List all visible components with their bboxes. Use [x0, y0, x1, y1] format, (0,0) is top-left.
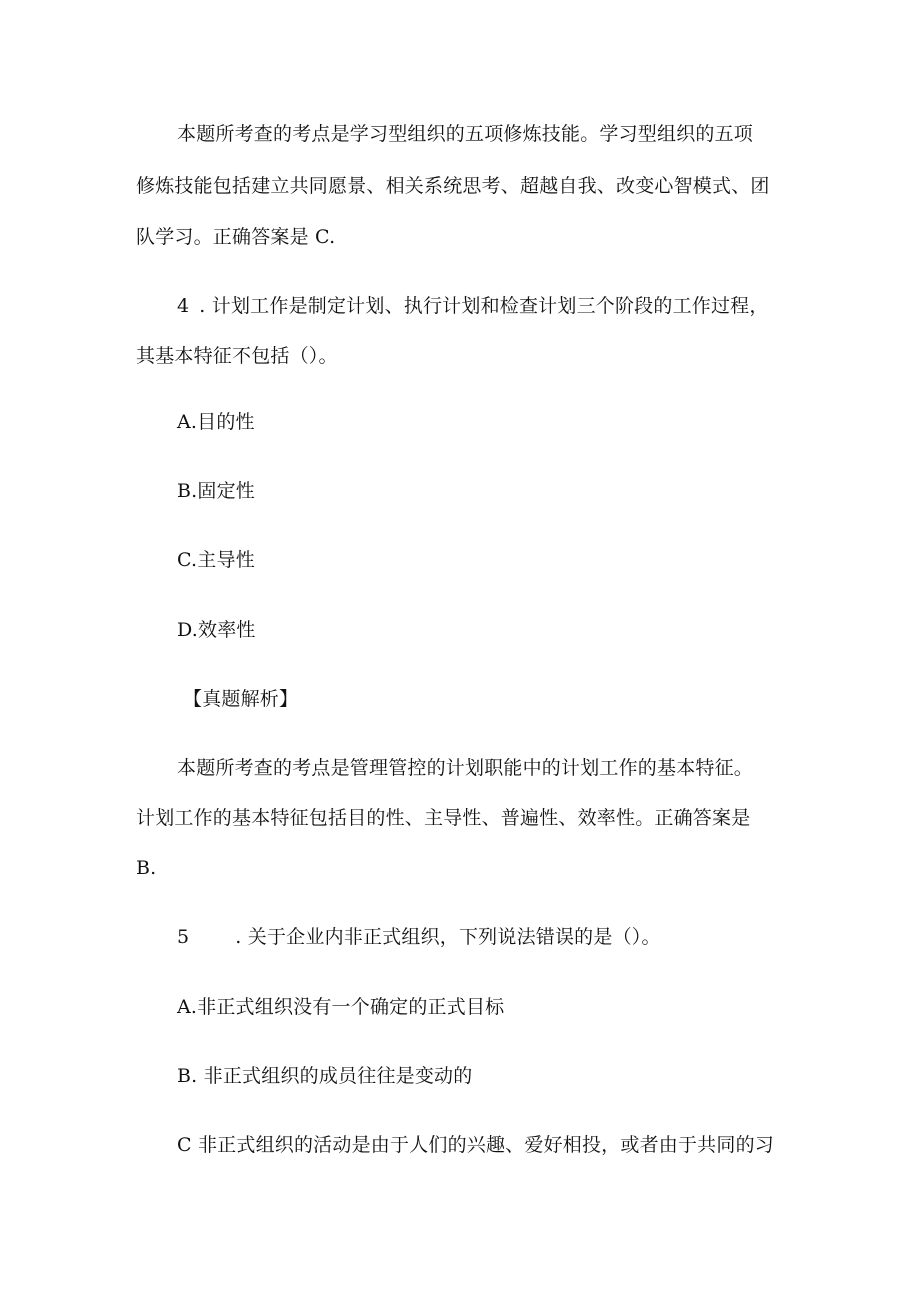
paragraph-line: 队学习。正确答案是 C.	[136, 226, 336, 248]
analysis-heading: 【真题解析】	[183, 688, 299, 710]
option-a: A.目的性	[177, 411, 255, 433]
analysis-line: 本题所考查的考点是管理管控的计划职能中的计划工作的基本特征。	[177, 757, 754, 779]
question-line: 其基本特征不包括（）。	[136, 345, 338, 367]
question-text: . 关于企业内非正式组织，下列说法错误的是（）。	[235, 926, 661, 948]
paragraph-line: 修炼技能包括建立共同愿景、相关系统思考、超越自我、改变心智模式、团	[136, 175, 770, 197]
option-d: D.效率性	[177, 619, 256, 641]
question-4-line	[177, 294, 769, 318]
option-a: A.非正式组织没有一个确定的正式目标	[177, 996, 505, 1018]
question-number: 5	[177, 926, 190, 948]
option-c: C 非正式组织的活动是由于人们的兴趣、爱好相投，或者由于共同的习	[177, 1134, 774, 1156]
question-number: 4	[177, 295, 190, 317]
question-text: . 计划工作是制定计划、执行计划和检查计划三个阶段的工作过程，	[199, 295, 769, 317]
paragraph-line: 本题所考查的考点是学习型组织的五项修炼技能。学习型组织的五项	[177, 123, 754, 145]
option-c: C.主导性	[177, 549, 255, 571]
option-b: B. 非正式组织的成员往往是变动的	[177, 1065, 473, 1087]
question-5-line	[177, 925, 661, 949]
analysis-line: 计划工作的基本特征包括目的性、主导性、普遍性、效率性。正确答案是	[136, 807, 751, 829]
option-b: B.固定性	[177, 480, 256, 502]
analysis-line: B.	[136, 857, 157, 879]
